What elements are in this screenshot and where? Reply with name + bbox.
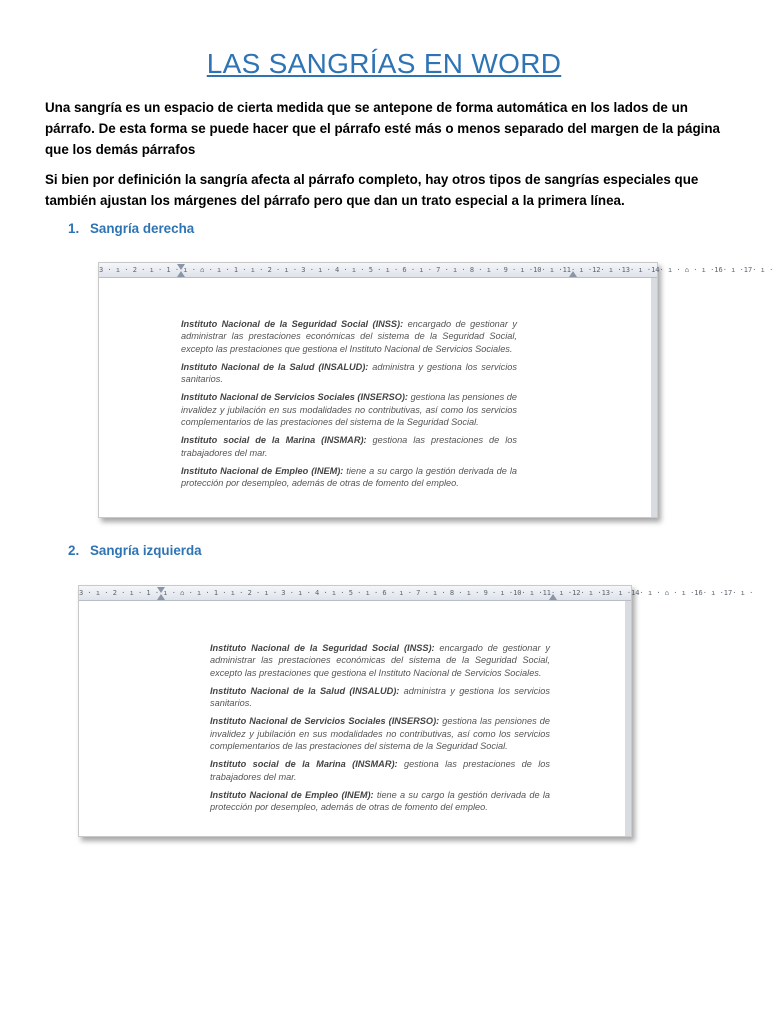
entry-description: gestiona las pensiones de invalidez y jubilación en sus modalidades no contributivas, así como los servicios complementarios de las prestaciones del sistema de la Seguridad Social. [181, 392, 517, 428]
list-item [181, 391, 517, 428]
section-number: 2. [68, 543, 80, 558]
screenshot-left-indent [78, 585, 754, 837]
entry-description: tiene a su cargo la gestión derivada de la protección por desempleo, además de otras de fomento del empleo. [210, 789, 550, 813]
right-indent-marker [549, 594, 557, 600]
entry-name: Instituto social de la Marina (INSMAR): [210, 759, 398, 770]
list-item [181, 434, 517, 459]
section-number: 1. [68, 221, 80, 236]
list-item [210, 715, 550, 752]
entry-description: tiene a su cargo la gestión derivada de la protección por desempleo, además de otras de fomento del empleo. [181, 465, 517, 489]
right-indent-marker [569, 271, 577, 277]
list-item [210, 758, 550, 783]
screenshot-right-indent [98, 262, 773, 518]
left-indent-marker [157, 594, 165, 600]
first-line-indent-marker [157, 587, 165, 593]
scroll-gutter [625, 601, 631, 836]
entry-description: gestiona las prestaciones de los trabajadores del mar. [181, 435, 517, 458]
entry-description: gestiona las prestaciones de los trabajadores del mar. [210, 759, 550, 782]
list-item [181, 361, 517, 386]
entry-name: Instituto Nacional de Servicios Sociales (INSERSO): [181, 392, 408, 403]
entry-name: Instituto Nacional de la Seguridad Social (INSS): [181, 319, 404, 329]
entry-description: gestiona las pensiones de invalidez y jubilación en sus modalidades no contributivas, así como los servicios complementarios de las prestaciones del sistema de la Seguridad Social. [210, 716, 551, 752]
indented-text-block [181, 318, 517, 496]
list-item [210, 642, 550, 679]
entry-description: encargado de gestionar y administrar las prestaciones económicas del sistema de la Seguridad Social, excepto las prestaciones que gestiona el Instituto Nacional de Servicios Sociales. [181, 319, 517, 354]
entry-description: encargado de gestionar y administrar las prestaciones económicas del sistema de la Seguridad Social, excepto las prestaciones que gestiona el Instituto Nacional de Servicios Sociales. [210, 643, 550, 678]
entry-name: Instituto social de la Marina (INSMAR): [181, 435, 367, 446]
ruler [99, 263, 773, 278]
first-line-indent-marker [177, 264, 185, 270]
list-item [210, 789, 550, 814]
entry-description: administra y gestiona los servicios sanitarios. [181, 361, 517, 385]
entry-name: Instituto Nacional de la Seguridad Social (INSS): [210, 643, 435, 653]
ruler [79, 586, 754, 601]
entry-name: Instituto Nacional de la Salud (INSALUD): [210, 685, 400, 696]
entry-name: Instituto Nacional de Empleo (INEM): [210, 789, 374, 800]
paragraph-special-indents: Si bien por definición la sangría afecta al párrafo completo, hay otros tipos de sangrías especiales que también ajustan los márgenes del párrafo pero que dan un trato especial a la primera línea. [45, 172, 699, 208]
left-indent-marker [177, 271, 185, 277]
section-title: Sangría derecha [90, 221, 195, 236]
list-item [181, 318, 517, 355]
indented-text-block [210, 642, 550, 820]
list-item [210, 685, 550, 710]
section-heading-left-indent [68, 543, 202, 558]
list-item [181, 465, 517, 490]
ruler-scale: 3 · ı · 2 · ı · 1 · ı · ⌂ · ı · 1 · ı · 2 · ı · 3 · ı · 4 · ı · 5 · ı · 6 · ı · 7 · ı · 8 · ı · 9 · ı ·10· ı ·11· ı ·12· ı ·13· ı ·14· ı · ⌂ · ı ·16· ı ·17· ı · [79, 589, 754, 597]
entry-name: Instituto Nacional de Servicios Sociales (INSERSO): [210, 716, 440, 727]
paragraph-definition: Una sangría es un espacio de cierta medida que se antepone de forma automática en los lados de un párrafo. De esta forma se puede hacer que el párrafo esté más o menos separado del margen de la página que los demás párrafos [45, 100, 720, 157]
scroll-gutter [651, 278, 657, 517]
entry-description: administra y gestiona los servicios sanitarios. [210, 685, 550, 709]
page-title: LAS SANGRÍAS EN WORD [206, 48, 562, 79]
entry-name: Instituto Nacional de la Salud (INSALUD): [181, 361, 369, 372]
ruler-scale: 3 · ı · 2 · ı · 1 · ı · ⌂ · ı · 1 · ı · 2 · ı · 3 · ı · 4 · ı · 5 · ı · 6 · ı · 7 · ı · 8 · ı · 9 · ı ·10· ı ·11· ı ·12· ı ·13· ı ·14· ı · ⌂ · ı ·16· ı ·17· ı · [99, 266, 773, 274]
section-heading-right-indent [68, 221, 194, 236]
entry-name: Instituto Nacional de Empleo (INEM): [181, 465, 344, 476]
section-title: Sangría izquierda [90, 543, 202, 558]
